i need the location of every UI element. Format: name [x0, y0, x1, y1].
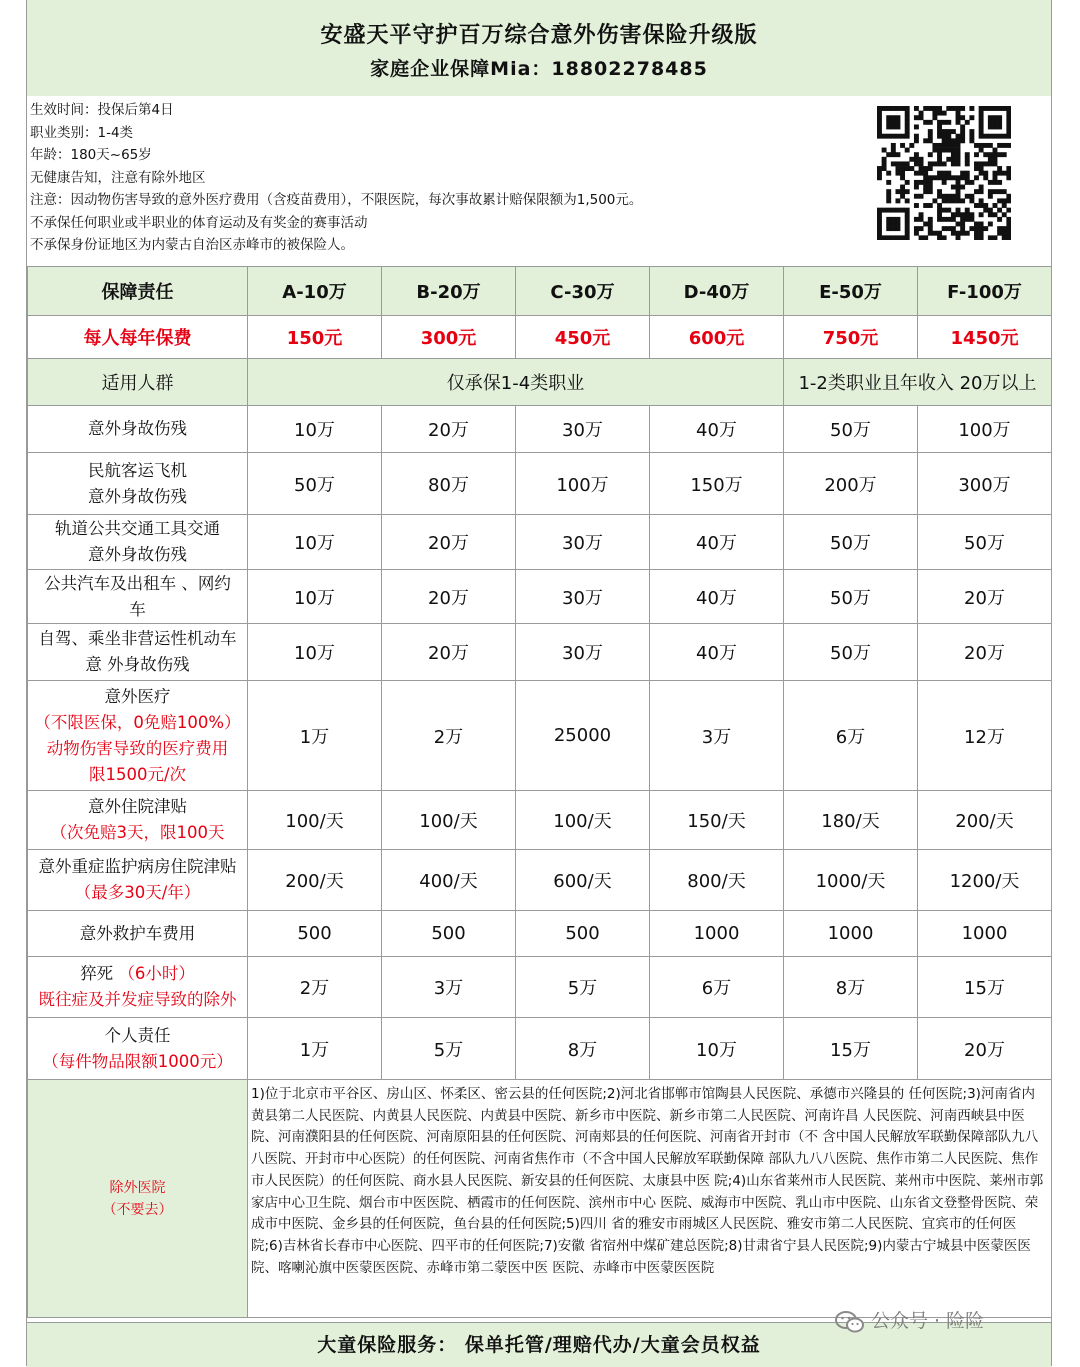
coverage-value: 300万 — [918, 453, 1052, 515]
watermark — [835, 1306, 984, 1333]
coverage-value: 20万 — [918, 1018, 1052, 1080]
contact-line: 家庭企业保障Mia：18802278485 — [370, 58, 708, 80]
coverage-name-line: 意外身故伤残 — [88, 545, 187, 564]
coverage-value: 50万 — [784, 570, 918, 624]
coverage-name-line: 车 — [129, 599, 146, 619]
coverage-value: 1000/天 — [784, 850, 918, 911]
eligibility-label: 适用人群 — [28, 359, 248, 406]
premium-row — [28, 316, 1052, 359]
coverage-table — [27, 266, 1052, 1318]
premium-label: 每人每年保费 — [28, 316, 248, 359]
premium-value: 1450元 — [918, 316, 1052, 359]
coverage-value: 20万 — [918, 570, 1052, 624]
coverage-value: 30万 — [516, 570, 650, 624]
coverage-value: 10万 — [650, 1018, 784, 1080]
coverage-value: 30万 — [516, 515, 650, 570]
eligibility-plans-e-f: 1-2类职业且年收入 20万以上 — [784, 359, 1052, 406]
coverage-value: 3万 — [382, 957, 516, 1018]
table-row — [28, 850, 1052, 911]
coverage-value: 15万 — [784, 1018, 918, 1080]
excluded-label-note: （不要去） — [102, 1201, 173, 1218]
coverage-name-line: 意外救护车费用 — [79, 923, 196, 943]
page-header — [27, 0, 1051, 97]
info-line: 注意：因动物伤害导致的意外医疗费用（含疫苗费用），不限医院，每次事故累计赔保限额为1,500元。 — [30, 192, 643, 208]
coverage-value: 400/天 — [382, 850, 516, 911]
coverage-value: 1000 — [784, 911, 918, 957]
coverage-name-line: 民航客运飞机 — [88, 460, 187, 480]
coverage-value: 20万 — [382, 515, 516, 570]
coverage-value: 10万 — [248, 406, 382, 453]
header-cell-plan-b: B-20万 — [382, 267, 516, 316]
coverage-value: 1万 — [248, 681, 382, 791]
coverage-name-line: 意外身故伤残 — [88, 419, 187, 438]
coverage-value: 100/天 — [516, 791, 650, 850]
coverage-value: 1000 — [650, 911, 784, 957]
coverage-value: 10万 — [248, 515, 382, 570]
coverage-value: 200万 — [784, 453, 918, 515]
coverage-value: 5万 — [516, 957, 650, 1018]
coverage-value: 30万 — [516, 406, 650, 453]
header-cell-plan-c: C-30万 — [516, 267, 650, 316]
coverage-note: 既往症及并发症导致的除外 — [38, 990, 237, 1009]
coverage-value: 50万 — [784, 406, 918, 453]
coverage-value: 8万 — [784, 957, 918, 1018]
coverage-value: 20万 — [382, 624, 516, 681]
table-row — [28, 453, 1052, 515]
coverage-name-line — [28, 961, 247, 987]
coverage-value: 180/天 — [784, 791, 918, 850]
coverage-name — [28, 515, 248, 570]
coverage-value: 200/天 — [248, 850, 382, 911]
table-row — [28, 624, 1052, 681]
coverage-value: 600/天 — [516, 850, 650, 911]
coverage-value: 25000 — [516, 681, 650, 791]
coverage-value: 150/天 — [650, 791, 784, 850]
coverage-name-note: （6小时） — [118, 964, 195, 983]
coverage-value: 20万 — [918, 624, 1052, 681]
premium-value: 300元 — [382, 316, 516, 359]
coverage-value: 40万 — [650, 570, 784, 624]
table-row — [28, 911, 1052, 957]
coverage-value: 2万 — [382, 681, 516, 791]
info-panel — [27, 96, 1051, 267]
coverage-value: 6万 — [784, 681, 918, 791]
table-header-row — [28, 267, 1052, 316]
coverage-name — [28, 791, 248, 850]
coverage-name — [28, 453, 248, 515]
coverage-value: 10万 — [248, 570, 382, 624]
coverage-name — [28, 624, 248, 681]
coverage-note: （最多30天/年） — [74, 883, 201, 902]
table-row — [28, 791, 1052, 850]
coverage-value: 1000 — [918, 911, 1052, 957]
coverage-name-text: 猝死 — [80, 964, 119, 983]
coverage-value: 50万 — [248, 453, 382, 515]
info-line: 生效时间：投保后第4日 — [30, 102, 174, 118]
info-line: 不承保身份证地区为内蒙古自治区赤峰市的被保险人。 — [30, 237, 354, 253]
table-row — [28, 515, 1052, 570]
premium-value: 600元 — [650, 316, 784, 359]
coverage-value: 2万 — [248, 957, 382, 1018]
coverage-note: （不限医保，0免赔100%） — [34, 712, 241, 732]
coverage-value: 500 — [382, 911, 516, 957]
info-line: 职业类别：1-4类 — [30, 124, 134, 141]
coverage-value: 40万 — [650, 406, 784, 453]
table-row — [28, 957, 1052, 1018]
info-line: 年龄：180天~65岁 — [30, 147, 152, 163]
coverage-name-line: 意外住院津贴 — [88, 797, 187, 816]
header-cell-plan-e: E-50万 — [784, 267, 918, 316]
coverage-value: 100万 — [918, 406, 1052, 453]
coverage-value: 12万 — [918, 681, 1052, 791]
info-line: 不承保任何职业或半职业的体育运动及有奖金的赛事活动 — [30, 214, 368, 231]
coverage-value: 50万 — [918, 515, 1052, 570]
coverage-value: 1200/天 — [918, 850, 1052, 911]
coverage-value: 500 — [248, 911, 382, 957]
coverage-value: 8万 — [516, 1018, 650, 1080]
eligibility-plans-a-d: 仅承保1-4类职业 — [248, 359, 784, 406]
coverage-value: 20万 — [382, 406, 516, 453]
table-row — [28, 1018, 1052, 1080]
coverage-value: 1万 — [248, 1018, 382, 1080]
coverage-value: 500 — [516, 911, 650, 957]
premium-value: 150元 — [248, 316, 382, 359]
footer-services: 大童保险服务： 保单托管/理赔代办/大童会员权益 — [27, 1322, 1051, 1367]
coverage-name — [28, 681, 248, 791]
coverage-name-line: 意外医疗 — [104, 686, 171, 706]
coverage-value: 100/天 — [382, 791, 516, 850]
excluded-label-text: 除外医院 — [109, 1179, 166, 1196]
table-row — [28, 681, 1052, 791]
coverage-name — [28, 957, 248, 1018]
eligibility-row — [28, 359, 1052, 406]
wechat-icon — [835, 1311, 865, 1333]
page-title: 安盛天平守护百万综合意外伤害保险升级版 — [320, 23, 758, 48]
coverage-value: 5万 — [382, 1018, 516, 1080]
info-line: 无健康告知，注意有除外地区 — [30, 169, 206, 186]
coverage-name-line: 自驾、乘坐非营运性机动车 — [38, 629, 237, 648]
coverage-value: 15万 — [918, 957, 1052, 1018]
header-cell-coverage: 保障责任 — [28, 267, 248, 316]
coverage-note: 限1500元/次 — [88, 764, 187, 784]
coverage-value: 200/天 — [918, 791, 1052, 850]
coverage-note: （次免赔3天，限100天 — [50, 823, 225, 842]
qr-code-icon[interactable] — [877, 106, 1011, 240]
coverage-name — [28, 911, 248, 957]
info-lines — [30, 99, 642, 257]
coverage-value: 20万 — [382, 570, 516, 624]
coverage-value: 50万 — [784, 515, 918, 570]
premium-value: 750元 — [784, 316, 918, 359]
coverage-value: 100万 — [516, 453, 650, 515]
insurance-sheet — [26, 0, 1052, 1366]
table-row — [28, 570, 1052, 624]
excluded-hospitals-list: 1)位于北京市平谷区、房山区、怀柔区、密云县的任何医院;2)河北省邯郸市馆陶县人民医院、承德市兴隆县的 任何医院;3)河南省内黄县第二人民医院、内黄县人民医院、内黄县中医院、新乡市中医院、新乡市第二人民医院、河南许昌 人民医院、河南西峡县中医院、河南濮阳县的任何医院、河南原阳县的任何医院、河南郏县的任何医院、河南省开封市（不 含中国人民解放军联勤保障部队九八八医院、开封市中心医院）的任何医院、河南省焦作市（不含中国人民解放军联勤保障 部队九八八医院、焦作市第二人民医院、焦作市人民医院）的任何医院、商水县人民医院、新安县的任何医院、太康县中医 院;4)山东省莱州市人民医院、莱州市中医院、莱州市郭家店中心卫生院、烟台市中医医院、栖霞市的任何医院、滨州市中心 医院、威海市中医院、乳山市中医院、山东省文登整骨医院、荣成市中医院、金乡县的任何医院，鱼台县的任何医院;5)四川 省的雅安市雨城区人民医院、雅安市第二人民医院、宜宾市的任何医院;6)吉林省长春市中心医院、四平市的任何医院;7)安徽 省宿州中煤矿建总医院;8)甘肃省宁县人民医院;9)内蒙古宁城县中医蒙医医院、喀喇沁旗中医蒙医医院、赤峰市第二蒙医中医 医院、赤峰市中医蒙医医院 — [248, 1080, 1052, 1318]
coverage-value: 40万 — [650, 515, 784, 570]
coverage-note: （每件物品限额1000元） — [42, 1051, 233, 1071]
coverage-value: 150万 — [650, 453, 784, 515]
coverage-name-line: 意外重症监护病房住院津贴 — [38, 857, 237, 876]
coverage-value: 40万 — [650, 624, 784, 681]
coverage-name-line: 公共汽车及出租车 、网约 — [44, 573, 231, 593]
coverage-note: 动物伤害导致的医疗费用 — [46, 738, 229, 758]
excluded-hospitals-row — [28, 1080, 1052, 1318]
coverage-value: 30万 — [516, 624, 650, 681]
coverage-value: 10万 — [248, 624, 382, 681]
excluded-hospitals-label — [28, 1080, 248, 1318]
coverage-value: 50万 — [784, 624, 918, 681]
coverage-value: 100/天 — [248, 791, 382, 850]
coverage-name — [28, 850, 248, 911]
coverage-name-line: 意 外身故伤残 — [85, 655, 190, 674]
coverage-value: 80万 — [382, 453, 516, 515]
premium-value: 450元 — [516, 316, 650, 359]
header-cell-plan-f: F-100万 — [918, 267, 1052, 316]
coverage-name — [28, 1018, 248, 1080]
coverage-name-line: 个人责任 — [104, 1025, 171, 1045]
watermark-text: 公众号 · 险险 — [871, 1310, 985, 1332]
coverage-name — [28, 570, 248, 624]
coverage-value: 6万 — [650, 957, 784, 1018]
header-cell-plan-a: A-10万 — [248, 267, 382, 316]
coverage-name — [28, 406, 248, 453]
coverage-value: 3万 — [650, 681, 784, 791]
header-cell-plan-d: D-40万 — [650, 267, 784, 316]
coverage-value: 800/天 — [650, 850, 784, 911]
table-row — [28, 406, 1052, 453]
coverage-name-line: 意外身故伤残 — [88, 486, 187, 506]
coverage-name-line: 轨道公共交通工具交通 — [55, 519, 220, 538]
